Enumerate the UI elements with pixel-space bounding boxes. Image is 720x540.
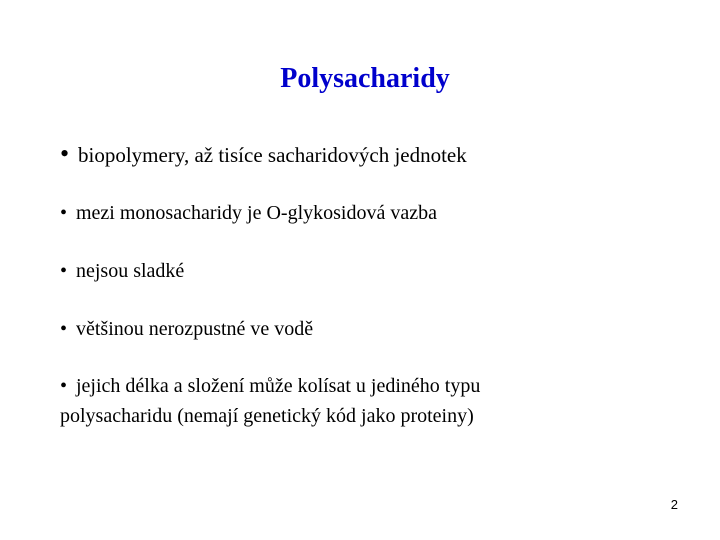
bullet-marker: •: [60, 318, 68, 340]
bullet-marker: •: [60, 375, 68, 397]
bullet-text: mezi monosacharidy je O-glykosidová vazba: [76, 202, 437, 224]
bullet-item: [60, 371, 480, 431]
bullet-marker: •: [60, 202, 68, 224]
bullet-item: [60, 256, 184, 286]
bullet-item: [60, 198, 437, 228]
bullet-item: [60, 139, 467, 170]
slide-title: Polysacharidy: [280, 63, 450, 94]
page-number: 2: [670, 497, 678, 512]
bullet-text-line1: jejich délka a složení může kolísat u jediného typu: [76, 375, 481, 397]
bullet-marker: •: [60, 139, 70, 168]
bullet-text: nejsou sladké: [76, 260, 185, 282]
bullet-text: biopolymery, až tisíce sacharidových jednotek: [78, 143, 467, 167]
bullet-text: většinou nerozpustné ve vodě: [76, 318, 314, 340]
bullet-text-line2: polysacharidu (nemají genetický kód jako proteiny): [60, 405, 474, 427]
bullet-item: [60, 314, 313, 344]
bullet-marker: •: [60, 260, 68, 282]
